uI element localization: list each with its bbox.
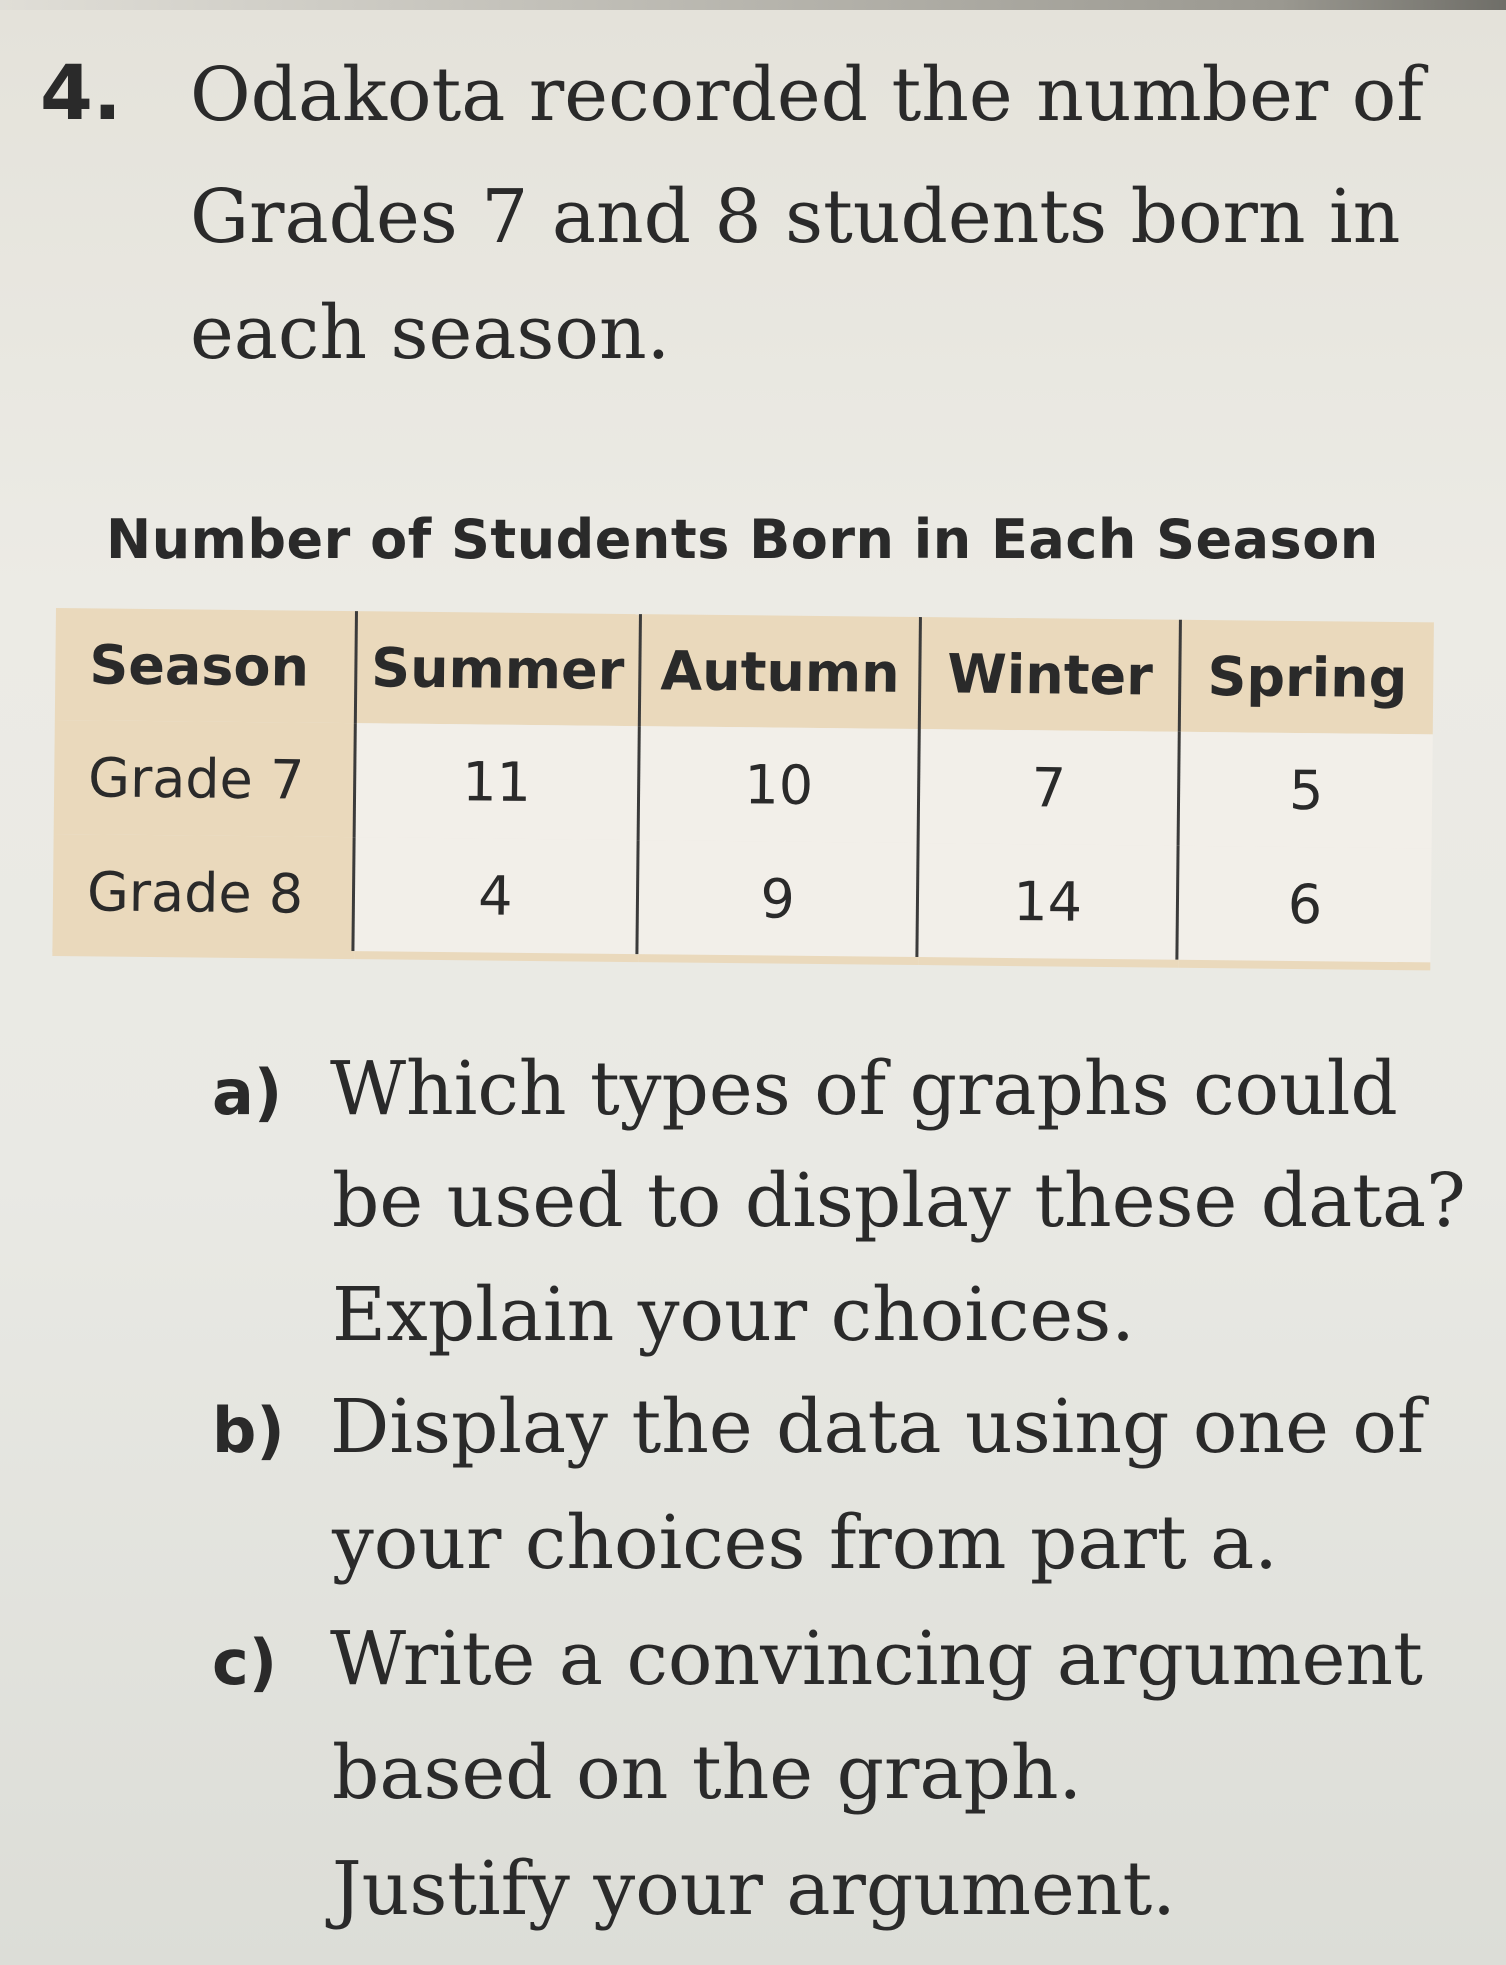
header-cell-spring: Spring — [1179, 620, 1434, 735]
part-a-letter: a) — [212, 1056, 283, 1129]
part-b-line-2: your choices from part a. — [332, 1500, 1278, 1586]
data-table — [52, 608, 1434, 970]
part-c-line-3: Justify your argument. — [332, 1846, 1176, 1932]
header-cell-summer: Summer — [355, 611, 640, 726]
part-b-letter: b) — [212, 1394, 285, 1467]
header-cell-season: Season — [55, 608, 357, 723]
part-c-line-1: Write a convincing argument — [330, 1616, 1423, 1702]
table-cell: 10 — [638, 726, 919, 843]
table-cell: 14 — [917, 843, 1178, 964]
question-line-1: Odakota recorded the number of — [190, 52, 1424, 138]
part-c-letter: c) — [212, 1626, 278, 1699]
table-row-grade-7 — [54, 720, 1433, 848]
part-c — [212, 1616, 1423, 1702]
table-cell: 11 — [354, 723, 639, 840]
table-cell: 7 — [918, 729, 1179, 846]
table-cell: 9 — [637, 840, 919, 961]
row-label-grade-7: Grade 7 — [54, 720, 356, 837]
page-edge — [0, 0, 1506, 10]
table-cell: 5 — [1178, 732, 1433, 849]
part-b — [212, 1384, 1424, 1470]
part-c-line-2: based on the graph. — [332, 1730, 1083, 1816]
table-cell: 4 — [353, 837, 638, 958]
header-cell-autumn: Autumn — [639, 614, 920, 729]
part-b-line-1: Display the data using one of — [330, 1384, 1425, 1470]
table-title: Number of Students Born in Each Season — [106, 508, 1379, 571]
header-cell-winter: Winter — [920, 617, 1181, 732]
part-a — [212, 1046, 1398, 1132]
part-a-line-1: Which types of graphs could — [330, 1046, 1398, 1132]
question-line-2: Grades 7 and 8 students born in — [190, 174, 1401, 260]
question-number: 4. — [40, 48, 122, 137]
question-line-3: each season. — [190, 290, 671, 376]
table-cell: 6 — [1177, 846, 1432, 967]
row-label-grade-8: Grade 8 — [52, 834, 354, 955]
table-header-row — [55, 608, 1434, 734]
table-row-grade-8 — [52, 834, 1431, 966]
part-a-line-3: Explain your choices. — [332, 1272, 1135, 1358]
part-a-line-2: be used to display these data? — [332, 1158, 1466, 1244]
